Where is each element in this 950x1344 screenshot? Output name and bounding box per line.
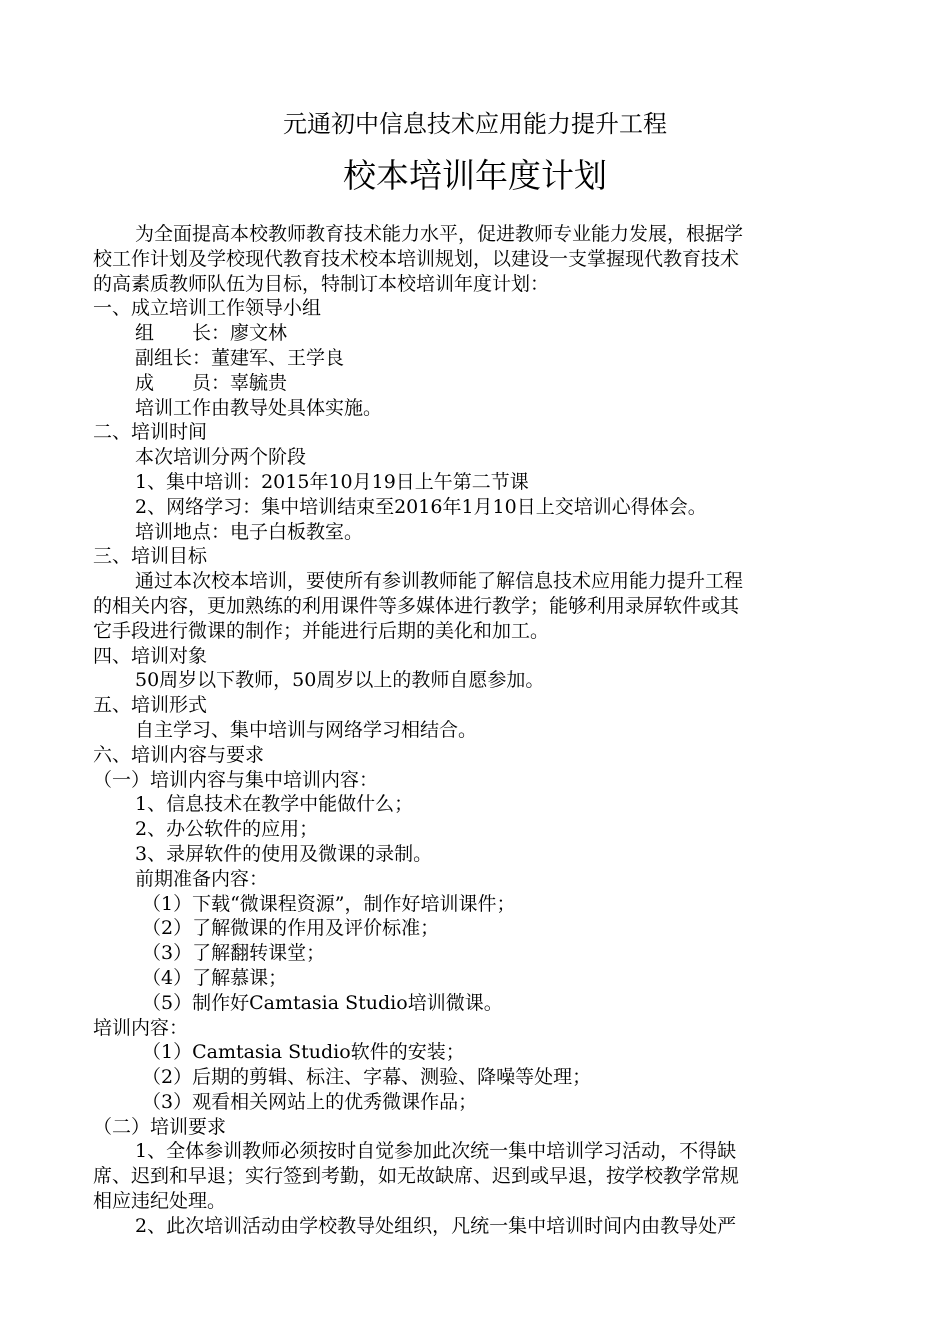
section-heading: 三、培训目标: [93, 545, 208, 568]
list-item: （1）Camtasia Studio软件的安装；: [142, 1041, 465, 1064]
text-line: 培训地点：电子白板教室。: [135, 520, 364, 543]
text-line: 的相关内容，更加熟练的利用课件等多媒体进行教学；能够利用录屏软件或其: [93, 594, 740, 617]
list-item: 2、办公软件的应用；: [135, 818, 319, 841]
text-line: 副组长：董建军、王学良: [135, 346, 345, 369]
text-line: 组 长：廖文林: [135, 322, 288, 345]
text-line: 2、此次培训活动由学校教导处组织，凡统一集中培训时间内由教导处严: [135, 1214, 737, 1237]
subsection-heading: （一）培训内容与集中培训内容：: [93, 768, 379, 791]
text-line: 1、全体参训教师必须按时自觉参加此次统一集中培训学习活动，不得缺: [135, 1140, 737, 1163]
text-line: 成 员：辜毓贵: [135, 371, 288, 394]
section-heading: 二、培训时间: [93, 421, 208, 444]
section-heading: 五、培训形式: [93, 694, 208, 717]
section-heading: 一、成立培训工作领导小组: [93, 297, 322, 320]
text-line: 相应违纪处理。: [93, 1190, 227, 1213]
text-line: 培训工作由教导处具体实施。: [135, 396, 383, 419]
document-title-line2: 校本培训年度计划: [343, 156, 607, 195]
list-item: （2）后期的剪辑、标注、字幕、测验、降噪等处理；: [142, 1066, 592, 1089]
list-item: （1）下载“微课程资源”，制作好培训课件；: [142, 892, 516, 915]
text-line: 1、集中培训：2015年10月19日上午第二节课: [135, 470, 529, 493]
text-line: 的高素质教师队伍为目标，特制订本校培训年度计划：: [93, 272, 550, 295]
text-line: 通过本次校本培训，要使所有参训教师能了解信息技术应用能力提升工程: [135, 570, 744, 593]
text-line: 它手段进行微课的制作；并能进行后期的美化和加工。: [93, 619, 550, 642]
subsection-heading: （二）培训要求: [93, 1115, 227, 1138]
list-item: （4）了解慕课；: [142, 966, 288, 989]
section-heading: 四、培训对象: [93, 644, 208, 667]
list-item: （3）了解翻转课堂；: [142, 942, 326, 965]
text-line: 自主学习、集中培训与网络学习相结合。: [135, 718, 478, 741]
text-line: 培训内容：: [93, 1016, 189, 1039]
list-item: 3、录屏软件的使用及微课的录制。: [135, 842, 433, 865]
document-title-line1: 元通初中信息技术应用能力提升工程: [283, 110, 667, 138]
list-item: （2）了解微课的作用及评价标准；: [142, 917, 440, 940]
text-line: 校工作计划及学校现代教育技术校本培训规划，以建设一支掌握现代教育技术: [93, 247, 740, 270]
list-item: 1、信息技术在教学中能做什么；: [135, 793, 414, 816]
list-item: （3）观看相关网站上的优秀微课作品；: [142, 1090, 478, 1113]
section-heading: 六、培训内容与要求: [93, 743, 265, 766]
document-body: [93, 222, 859, 1239]
text-line: 2、网络学习：集中培训结束至2016年1月10日上交培训心得体会。: [135, 495, 707, 518]
text-line: 为全面提高本校教师教育技术能力水平，促进教师专业能力发展，根据学: [135, 223, 744, 245]
text-line: 50周岁以下教师，50周岁以上的教师自愿参加。: [135, 669, 545, 692]
list-item: （5）制作好Camtasia Studio培训微课。: [142, 991, 503, 1014]
text-line: 本次培训分两个阶段: [135, 446, 307, 469]
text-line: 席、迟到和早退；实行签到考勤，如无故缺席、迟到或早退，按学校教学常规: [93, 1165, 740, 1188]
text-line: 前期准备内容：: [135, 867, 269, 890]
